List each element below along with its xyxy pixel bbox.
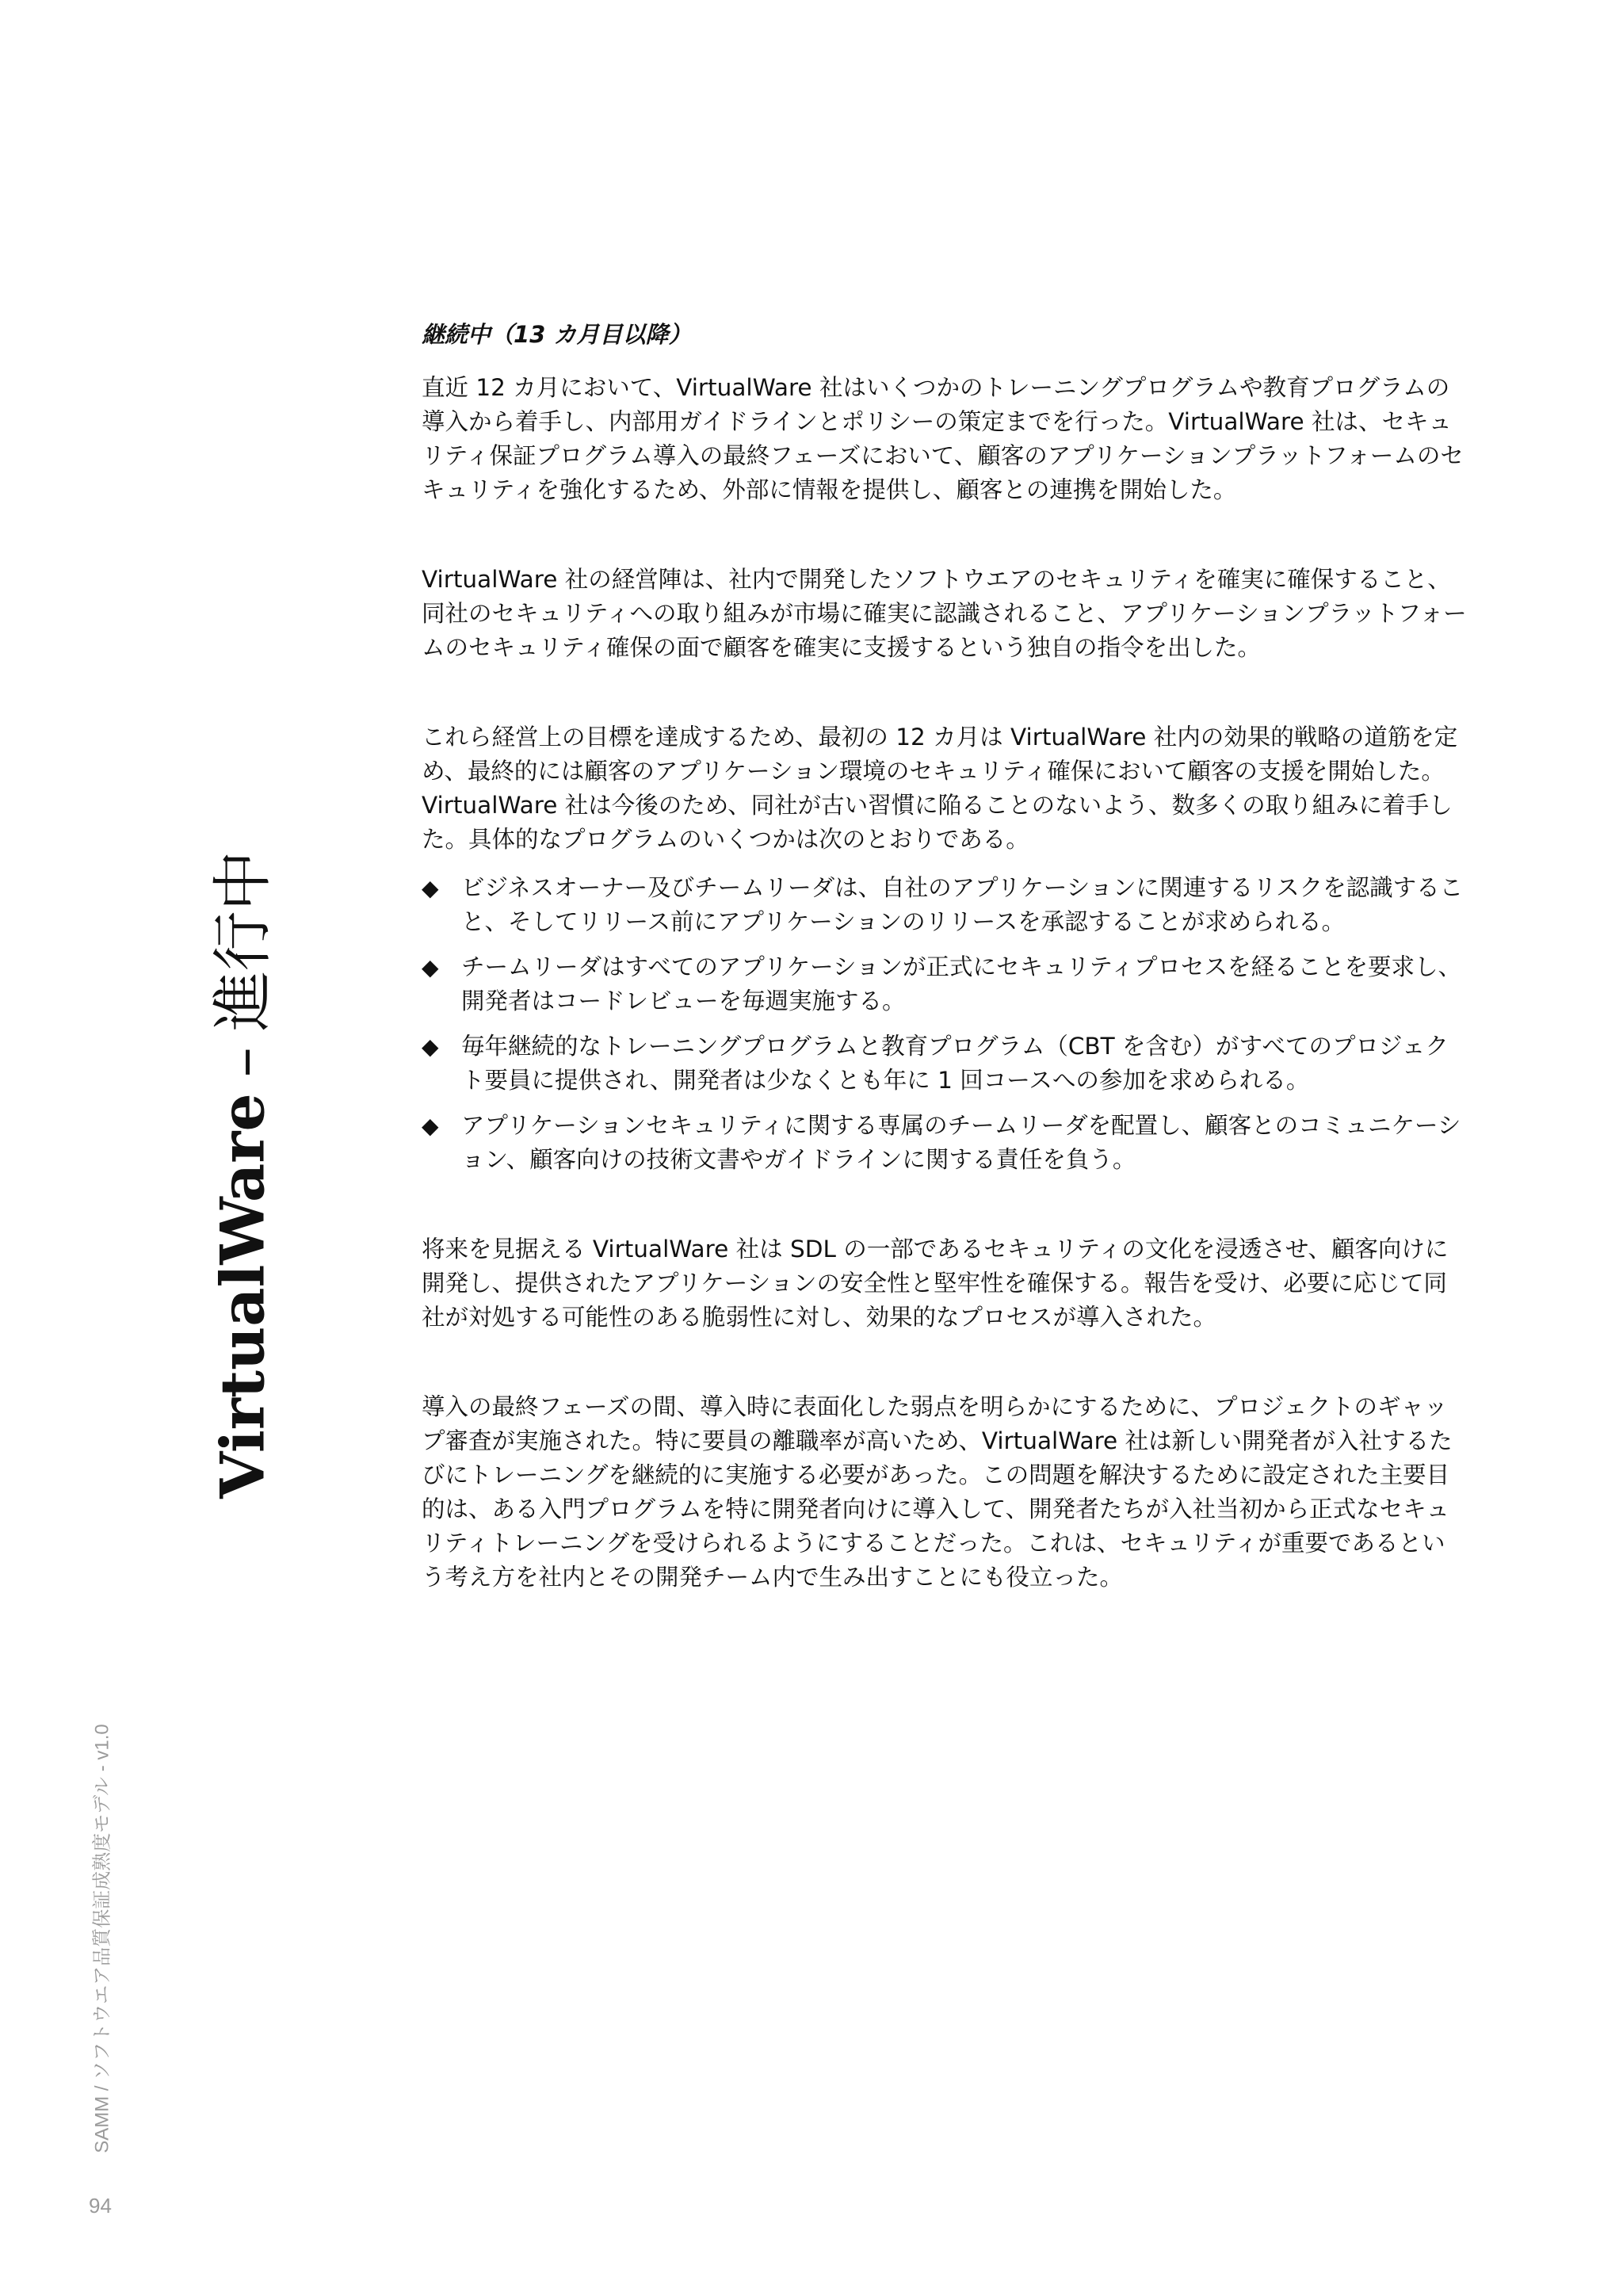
paragraph-future-outlook: 将来を見据える VirtualWare 社は SDL の一部であるセキュリティの文化を浸透させ、顧客向けに開発し、提供されたアプリケーションの安全性と堅牢性を確保する。報告を受け、必要に応じて同社が対処する可能性のある脆弱性に対し、効果的なプロセスが導入された。	[422, 1236, 1449, 1331]
list-item	[422, 1109, 1468, 1177]
paragraph-initiatives: これら経営上の目標を達成するため、最初の 12 カ月は VirtualWare 社内の効果的戦略の道筋を定め、最終的には顧客のアプリケーション環境のセキュリティ確保において顧客の支援を開始した。VirtualWare 社は今後のため、同社が古い習慣に陥ることのないよう、数多くの取り組みに着手した。具体的なプログラムのいくつかは次のとおりである。	[422, 724, 1458, 853]
diamond-bullet-icon: ◆	[422, 954, 439, 980]
running-title: SAMM / ソフトウエア品質保証成熟度モデル - v1.0	[91, 1724, 113, 2153]
diamond-bullet-icon: ◆	[422, 875, 439, 901]
page-number: 94	[89, 2194, 112, 2218]
list-item-text: 毎年継続的なトレーニングプログラムと教育プログラム（CBT を含む）がすべてのプロジェクト要員に提供され、開発者は少なくとも年に 1 回コースへの参加を求められる。	[461, 1033, 1449, 1094]
diamond-bullet-icon: ◆	[422, 1033, 439, 1060]
chapter-title-separator: –	[207, 1047, 278, 1078]
initiative-list	[422, 871, 1468, 1177]
list-item	[422, 871, 1468, 939]
chapter-title-main: VirtualWare	[207, 1093, 278, 1499]
chapter-title-subtitle: 進行中	[207, 850, 278, 1032]
list-item-text: チームリーダはすべてのアプリケーションが正式にセキュリティプロセスを経ることを要求し、開発者はコードレビューを毎週実施する。	[461, 953, 1462, 1014]
diamond-bullet-icon: ◆	[422, 1113, 439, 1139]
paragraph-management-directive: VirtualWare 社の経営陣は、社内で開発したソフトウエアのセキュリティを確実に確保すること、同社のセキュリティへの取り組みが市場に確実に認識されること、アプリケーションプラットフォームのセキュリティ確保の面で顧客を確実に支援するという独自の指令を出した。	[422, 566, 1467, 661]
list-item	[422, 1030, 1468, 1098]
chapter-title	[195, 850, 281, 1498]
main-content	[422, 317, 1468, 1595]
paragraph-final-phase: 導入の最終フェーズの間、導入時に表面化した弱点を明らかにするために、プロジェクトのギャップ審査が実施された。特に要員の離職率が高いため、VirtualWare 社は新しい開発者が入社するたびにトレーニングを継続的に実施する必要があった。この問題を解決するために設定された主要目的は、ある入門プログラムを特に開発者向けに導入して、開発者たちが入社当初から正式なセキュリティトレーニングを受けられるようにすることだった。これは、セキュリティが重要であるという考え方を社内とその開発チーム内で生み出すことにも役立った。	[422, 1393, 1453, 1591]
list-item	[422, 950, 1468, 1018]
list-item-text: アプリケーションセキュリティに関する専属のチームリーダを配置し、顧客とのコミュニケーション、顧客向けの技術文書やガイドラインに関する責任を負う。	[461, 1112, 1461, 1173]
paragraph-intro: 直近 12 カ月において、VirtualWare 社はいくつかのトレーニングプログラムや教育プログラムの導入から着手し、内部用ガイドラインとポリシーの策定までを行った。VirtualWare 社は、セキュリティ保証プログラム導入の最終フェーズにおいて、顧客のアプリケーションプラットフォームのセキュリティを強化するため、外部に情報を提供し、顧客との連携を開始した。	[422, 374, 1464, 503]
list-item-text: ビジネスオーナー及びチームリーダは、自社のアプリケーションに関連するリスクを認識すること、そしてリリース前にアプリケーションのリリースを承認することが求められる。	[461, 874, 1464, 935]
section-heading: 継続中（13 カ月目以降）	[422, 321, 692, 348]
